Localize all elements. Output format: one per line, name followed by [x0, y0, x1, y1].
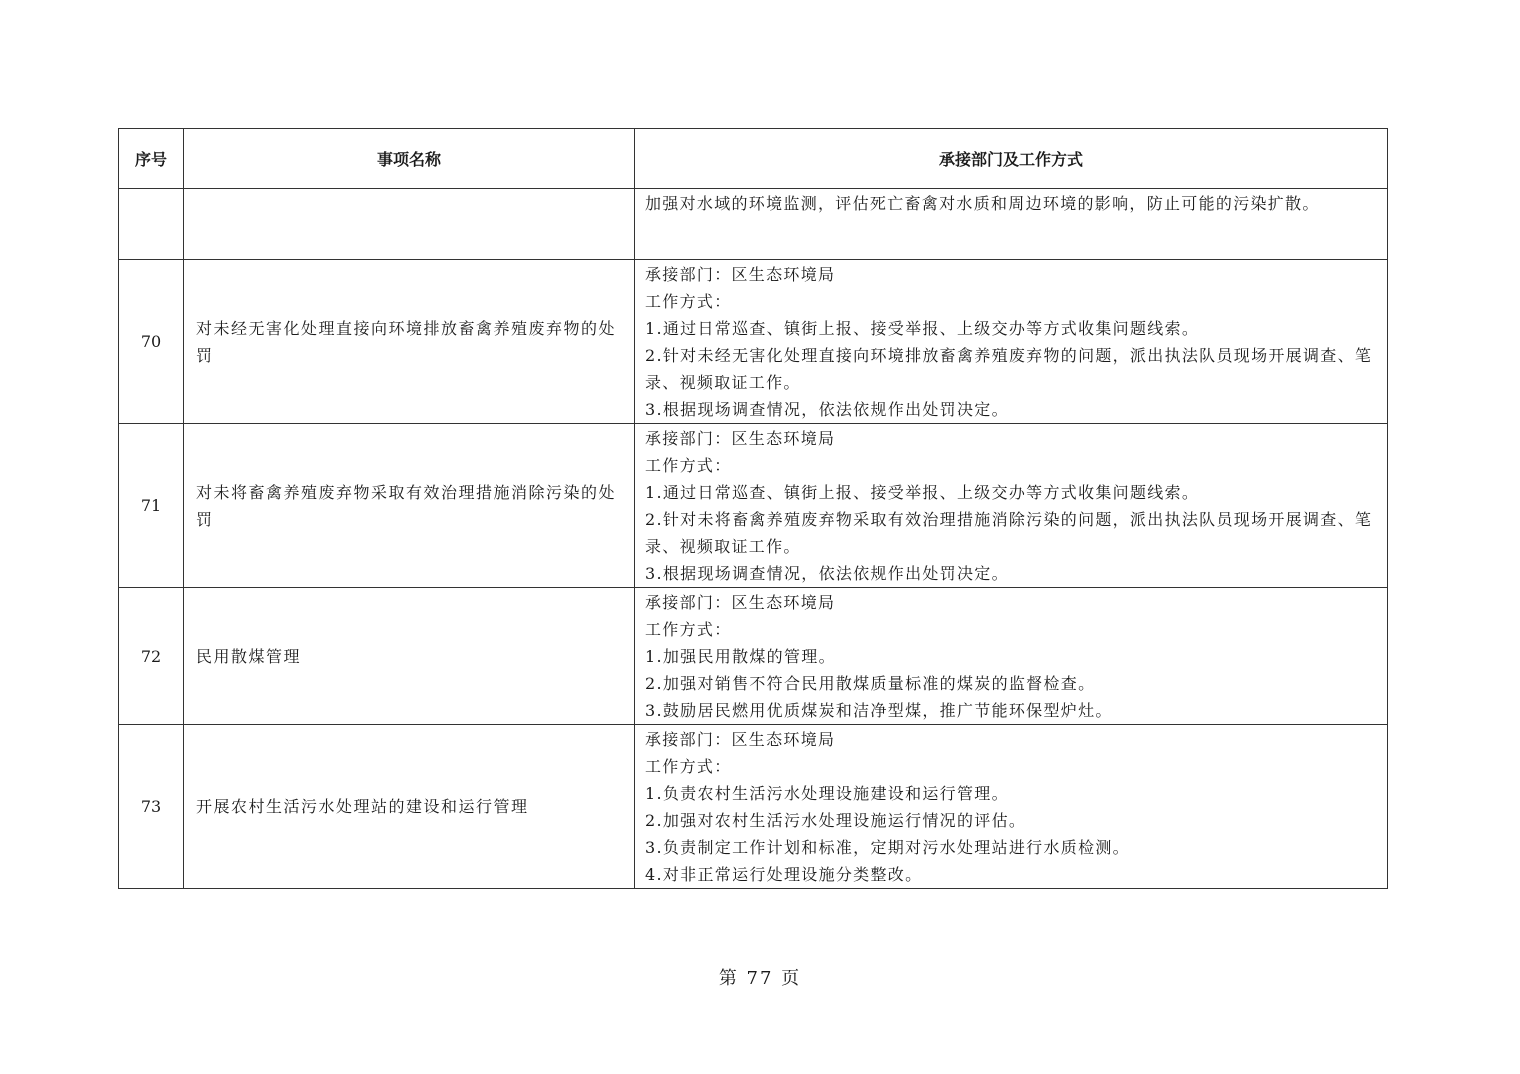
dept-line: 2.针对未将畜禽养殖废弃物采取有效治理措施消除污染的问题，派出执法队员现场开展调查、笔录、视频取证工作。	[645, 510, 1373, 556]
dept-line: 工作方式：	[645, 292, 732, 311]
row-name: 民用散煤管理	[184, 588, 635, 725]
dept-line: 3.鼓励居民燃用优质煤炭和洁净型煤，推广节能环保型炉灶。	[645, 701, 1113, 720]
dept-line: 工作方式：	[645, 456, 732, 475]
dept-line: 承接部门：区生态环境局	[645, 429, 836, 448]
header-name: 事项名称	[184, 129, 635, 189]
table-row	[119, 260, 1388, 424]
dept-line: 4.对非正常运行处理设施分类整改。	[645, 865, 923, 884]
row-dept	[635, 588, 1388, 725]
dept-line: 1.通过日常巡查、镇街上报、接受举报、上级交办等方式收集问题线索。	[645, 319, 1200, 338]
dept-line: 2.加强对销售不符合民用散煤质量标准的煤炭的监督检查。	[645, 674, 1096, 693]
row-num: 70	[119, 260, 184, 424]
dept-line: 承接部门：区生态环境局	[645, 265, 836, 284]
header-dept: 承接部门及工作方式	[635, 129, 1388, 189]
dept-line: 1.加强民用散煤的管理。	[645, 647, 836, 666]
dept-line: 3.负责制定工作计划和标准，定期对污水处理站进行水质检测。	[645, 838, 1130, 857]
row-dept	[635, 424, 1388, 588]
row-num	[119, 189, 184, 260]
dept-line: 承接部门：区生态环境局	[645, 593, 836, 612]
row-name: 开展农村生活污水处理站的建设和运行管理	[184, 725, 635, 889]
row-dept	[635, 189, 1388, 260]
row-name	[184, 189, 635, 260]
row-num: 72	[119, 588, 184, 725]
table-row-continuation	[119, 189, 1388, 260]
row-dept	[635, 725, 1388, 889]
table-row	[119, 725, 1388, 889]
dept-line: 工作方式：	[645, 620, 732, 639]
row-dept	[635, 260, 1388, 424]
row-name: 对未将畜禽养殖废弃物采取有效治理措施消除污染的处罚	[184, 424, 635, 588]
header-num: 序号	[119, 129, 184, 189]
page-number: 第 77 页	[718, 968, 802, 989]
dept-line: 3.根据现场调查情况，依法依规作出处罚决定。	[645, 400, 1009, 419]
row-num: 73	[119, 725, 184, 889]
dept-line: 1.负责农村生活污水处理设施建设和运行管理。	[645, 784, 1009, 803]
table-row	[119, 588, 1388, 725]
table-header-row	[119, 129, 1388, 189]
dept-line: 承接部门：区生态环境局	[645, 730, 836, 749]
dept-line: 2.针对未经无害化处理直接向环境排放畜禽养殖废弃物的问题，派出执法队员现场开展调查、笔录、视频取证工作。	[645, 346, 1373, 392]
dept-line: 工作方式：	[645, 757, 732, 776]
dept-line: 3.根据现场调查情况，依法依规作出处罚决定。	[645, 564, 1009, 583]
row-num: 71	[119, 424, 184, 588]
dept-line: 2.加强对农村生活污水处理设施运行情况的评估。	[645, 811, 1027, 830]
dept-line: 1.通过日常巡查、镇街上报、接受举报、上级交办等方式收集问题线索。	[645, 483, 1200, 502]
table-row	[119, 424, 1388, 588]
row-name: 对未经无害化处理直接向环境排放畜禽养殖废弃物的处罚	[184, 260, 635, 424]
matters-table	[118, 128, 1388, 889]
dept-line: 加强对水域的环境监测，评估死亡畜禽对水质和周边环境的影响，防止可能的污染扩散。	[645, 194, 1320, 213]
